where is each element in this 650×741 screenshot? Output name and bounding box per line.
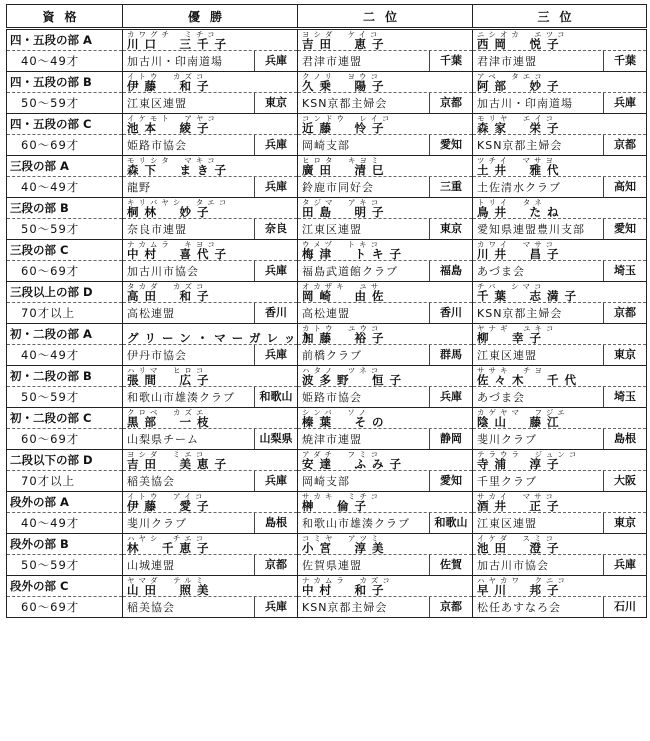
class-name: 初・二段の部 B bbox=[7, 366, 122, 387]
third-place-cell bbox=[473, 29, 647, 72]
second-pref: 福島 bbox=[429, 261, 472, 281]
second-place-cell bbox=[298, 114, 473, 156]
first-kana: ハヤシ チエコ bbox=[127, 534, 208, 543]
first-pref: 兵庫 bbox=[254, 345, 297, 365]
first-club: 山城連盟 bbox=[127, 559, 175, 572]
second-kana: ナカムラ カズコ bbox=[302, 576, 394, 585]
third-kana: ヤナギ ユキコ bbox=[477, 324, 558, 333]
class-name: 二段以下の部 D bbox=[7, 450, 122, 471]
first-kana: イトウ アイコ bbox=[127, 492, 207, 501]
second-club: 姫路市協会 bbox=[302, 391, 362, 404]
second-name: 岡崎 由佐 bbox=[302, 289, 390, 303]
third-name: 柳 幸子 bbox=[477, 331, 547, 345]
first-kana: モリシタ マキコ bbox=[127, 156, 219, 165]
header-third: 三位 bbox=[473, 5, 647, 29]
third-kana: トリイ タネ bbox=[477, 198, 546, 207]
third-club: 千里クラブ bbox=[477, 475, 537, 488]
second-pref: 東京 bbox=[429, 219, 472, 239]
first-place-cell bbox=[123, 156, 298, 198]
class-age: 60～69才 bbox=[21, 264, 80, 278]
second-club: 焼津市連盟 bbox=[302, 433, 362, 446]
class-name: 段外の部 A bbox=[7, 492, 122, 513]
first-club: 奈良市連盟 bbox=[127, 223, 187, 236]
first-name: 黒部 一枝 bbox=[127, 415, 215, 429]
third-pref: 埼玉 bbox=[603, 261, 646, 281]
first-kana: タカダ カズコ bbox=[127, 282, 208, 291]
first-pref: 奈良 bbox=[254, 219, 297, 239]
first-name: 伊藤 愛子 bbox=[127, 499, 215, 513]
class-cell bbox=[7, 492, 123, 534]
first-place-cell bbox=[123, 576, 298, 618]
table-row bbox=[7, 156, 647, 198]
third-club: KSN京都主婦会 bbox=[477, 307, 563, 320]
first-club: 斐川クラブ bbox=[127, 517, 187, 530]
first-pref: 兵庫 bbox=[254, 471, 297, 491]
second-name: 梅津 トキ子 bbox=[302, 247, 407, 261]
third-pref: 京都 bbox=[603, 303, 646, 323]
second-pref: 三重 bbox=[429, 177, 472, 197]
third-pref: 埼玉 bbox=[603, 387, 646, 407]
class-name: 段外の部 C bbox=[7, 576, 122, 597]
class-name: 四・五段の部 B bbox=[7, 72, 122, 93]
first-place-cell bbox=[123, 366, 298, 408]
class-age: 40～49才 bbox=[21, 348, 80, 362]
second-club: 和歌山市雄湊クラブ bbox=[302, 517, 410, 530]
first-place-cell bbox=[123, 450, 298, 492]
third-club: 加古川市協会 bbox=[477, 559, 549, 572]
third-pref: 高知 bbox=[603, 177, 646, 197]
first-name: 桐林 妙子 bbox=[127, 205, 215, 219]
class-age: 50～59才 bbox=[21, 96, 80, 110]
third-place-cell bbox=[473, 534, 647, 576]
first-kana: ナカムラ キヨコ bbox=[127, 240, 219, 249]
class-cell bbox=[7, 29, 123, 72]
first-kana: ヨシダ ミエコ bbox=[127, 450, 208, 459]
second-pref: 京都 bbox=[429, 597, 472, 617]
third-club: 江東区連盟 bbox=[477, 517, 537, 530]
second-pref: 愛知 bbox=[429, 135, 472, 155]
third-name: 鳥井 たね bbox=[477, 205, 565, 219]
third-kana: チバ シマコ bbox=[477, 282, 546, 291]
third-club: KSN京都主婦会 bbox=[477, 139, 563, 152]
second-place-cell bbox=[298, 29, 473, 72]
header-class: 資格 bbox=[7, 5, 123, 29]
third-kana: テラウラ ジュンコ bbox=[477, 450, 581, 459]
third-place-cell bbox=[473, 240, 647, 282]
second-club: 岡崎支部 bbox=[302, 475, 350, 488]
second-kana: サカキ ミチコ bbox=[302, 492, 383, 501]
third-pref: 京都 bbox=[603, 135, 646, 155]
second-kana: シンバ ソノ bbox=[302, 408, 370, 417]
first-pref: 兵庫 bbox=[254, 261, 297, 281]
first-name: 伊藤 和子 bbox=[127, 79, 215, 93]
table-row bbox=[7, 408, 647, 450]
class-name: 段外の部 B bbox=[7, 534, 122, 555]
first-place-cell bbox=[123, 324, 319, 366]
second-pref: 京都 bbox=[429, 93, 472, 113]
third-place-cell bbox=[473, 408, 647, 450]
third-club: 江東区連盟 bbox=[477, 349, 537, 362]
first-kana: イケモト アヤコ bbox=[127, 114, 219, 123]
table-row bbox=[7, 366, 647, 408]
second-kana: コミヤ アツミ bbox=[302, 534, 383, 543]
third-name: 川井 昌子 bbox=[477, 247, 565, 261]
class-name: 初・二段の部 A bbox=[7, 324, 122, 345]
second-place-cell bbox=[298, 366, 473, 408]
second-kana: クノリ ヨウコ bbox=[302, 72, 383, 81]
third-club: 土佐清水クラブ bbox=[477, 181, 561, 194]
class-cell bbox=[7, 114, 123, 156]
first-club: 稲美協会 bbox=[127, 601, 175, 614]
first-kana: ハリマ ヒロコ bbox=[127, 366, 208, 375]
second-kana: アダチ フミコ bbox=[302, 450, 382, 459]
second-kana: ヨシダ ケイコ bbox=[302, 30, 382, 39]
third-kana: カゲヤマ フジエ bbox=[477, 408, 569, 417]
class-cell bbox=[7, 408, 123, 450]
first-club: 高松連盟 bbox=[127, 307, 175, 320]
class-name: 三段の部 B bbox=[7, 198, 122, 219]
second-kana: ウメヅ トキコ bbox=[302, 240, 383, 249]
first-name: 池本 綾子 bbox=[127, 121, 215, 135]
third-name: 千葉 志満子 bbox=[477, 289, 582, 303]
table-row bbox=[7, 282, 647, 324]
first-kana: カワグチ ミチコ bbox=[127, 30, 219, 39]
first-pref: 山梨県 bbox=[254, 429, 297, 449]
third-club: あづま会 bbox=[477, 391, 525, 404]
third-pref: 東京 bbox=[603, 513, 646, 533]
third-name: 阿部 妙子 bbox=[477, 79, 565, 93]
third-kana: ハヤカワ クニコ bbox=[477, 576, 569, 585]
first-kana: イトウ カズコ bbox=[127, 72, 208, 81]
second-club: 高松連盟 bbox=[302, 307, 350, 320]
first-club: 加古川・印南道場 bbox=[127, 55, 223, 68]
class-cell bbox=[7, 366, 123, 408]
third-pref: 兵庫 bbox=[603, 93, 646, 113]
second-place-cell bbox=[298, 408, 473, 450]
third-pref: 東京 bbox=[603, 345, 646, 365]
third-name: 西岡 悦子 bbox=[477, 37, 565, 51]
first-place-cell bbox=[123, 240, 298, 282]
third-pref: 千葉 bbox=[603, 51, 646, 71]
third-club: 斐川クラブ bbox=[477, 433, 537, 446]
first-place-cell bbox=[123, 282, 298, 324]
first-club: 加古川市協会 bbox=[127, 265, 199, 278]
class-age: 70才以上 bbox=[21, 474, 76, 488]
class-cell bbox=[7, 156, 123, 198]
results-table bbox=[6, 4, 647, 618]
third-kana: ニシオカ エツコ bbox=[477, 30, 569, 39]
first-name: 山田 照美 bbox=[127, 583, 215, 597]
second-club: 前橋クラブ bbox=[302, 349, 362, 362]
first-place-cell bbox=[123, 29, 298, 72]
first-pref: 香川 bbox=[254, 303, 297, 323]
third-place-cell bbox=[473, 492, 647, 534]
third-name: 陰山 藤江 bbox=[477, 415, 565, 429]
second-name: 榊 倫子 bbox=[302, 499, 372, 513]
third-place-cell bbox=[473, 576, 647, 618]
second-name: 安達 ふみ子 bbox=[302, 457, 407, 471]
second-place-cell bbox=[298, 72, 473, 114]
first-club: 伊丹市協会 bbox=[127, 349, 187, 362]
third-kana: ササキ チヨ bbox=[477, 366, 546, 375]
third-name: 森家 栄子 bbox=[477, 121, 565, 135]
second-name: 中村 和子 bbox=[302, 583, 390, 597]
class-age: 50～59才 bbox=[21, 390, 80, 404]
third-pref: 島根 bbox=[603, 429, 646, 449]
third-kana: アベ タエコ bbox=[477, 72, 546, 81]
table-row bbox=[7, 240, 647, 282]
second-pref: 千葉 bbox=[429, 51, 472, 71]
third-kana: サカイ マサコ bbox=[477, 492, 557, 501]
second-kana: ハタノ ツネコ bbox=[302, 366, 383, 375]
second-name: 廣田 清巳 bbox=[302, 163, 390, 177]
first-place-cell bbox=[123, 114, 298, 156]
first-kana: ヤマダ テルミ bbox=[127, 576, 208, 585]
third-pref: 兵庫 bbox=[603, 555, 646, 575]
third-pref: 大阪 bbox=[603, 471, 646, 491]
first-club: 龍野 bbox=[127, 181, 151, 194]
second-pref: 静岡 bbox=[429, 429, 472, 449]
third-pref: 石川 bbox=[603, 597, 646, 617]
second-kana: タジマ アキコ bbox=[302, 198, 383, 207]
third-kana: カワイ マサコ bbox=[477, 240, 557, 249]
third-place-cell bbox=[473, 72, 647, 114]
class-age: 60～69才 bbox=[21, 432, 80, 446]
class-cell bbox=[7, 72, 123, 114]
second-club: 岡崎支部 bbox=[302, 139, 350, 152]
second-pref: 佐賀 bbox=[429, 555, 472, 575]
first-club: 稲美協会 bbox=[127, 475, 175, 488]
third-name: 酒井 正子 bbox=[477, 499, 565, 513]
first-pref: 東京 bbox=[254, 93, 297, 113]
first-club: 姫路市協会 bbox=[127, 139, 187, 152]
second-name: 加藤 裕子 bbox=[302, 331, 390, 345]
second-pref: 愛知 bbox=[429, 471, 472, 491]
header-row bbox=[7, 5, 647, 29]
table-row bbox=[7, 450, 647, 492]
first-place-cell bbox=[123, 72, 298, 114]
first-kana: キリバヤシ タエコ bbox=[127, 198, 231, 207]
table-row bbox=[7, 576, 647, 618]
first-place-cell bbox=[123, 492, 298, 534]
class-name: 四・五段の部 C bbox=[7, 114, 122, 135]
class-age: 50～59才 bbox=[21, 222, 80, 236]
second-pref: 香川 bbox=[429, 303, 472, 323]
second-place-cell bbox=[298, 492, 473, 534]
first-place-cell bbox=[123, 408, 298, 450]
second-name: 久乗 陽子 bbox=[302, 79, 390, 93]
third-club: 松任あすなろ会 bbox=[477, 601, 561, 614]
header-second: 二位 bbox=[298, 5, 473, 29]
second-name: 榛葉 その bbox=[302, 415, 390, 429]
second-pref: 和歌山 bbox=[429, 513, 472, 533]
first-name: 川口 三千子 bbox=[127, 37, 232, 51]
first-club: 江東区連盟 bbox=[127, 97, 187, 110]
second-place-cell bbox=[298, 282, 473, 324]
second-place-cell bbox=[298, 576, 473, 618]
third-place-cell bbox=[473, 156, 647, 198]
first-name: グリーン・マーガレット bbox=[127, 331, 319, 345]
first-pref: 兵庫 bbox=[254, 51, 297, 71]
third-name: 池田 澄子 bbox=[477, 541, 565, 555]
second-name: 小宮 淳美 bbox=[302, 541, 390, 555]
second-kana: コンドウ レイコ bbox=[302, 114, 394, 123]
class-cell bbox=[7, 324, 123, 366]
table-row bbox=[7, 29, 647, 72]
class-age: 60～69才 bbox=[21, 138, 80, 152]
second-name: 波多野 恒子 bbox=[302, 373, 407, 387]
second-place-cell bbox=[298, 534, 473, 576]
second-club: 江東区連盟 bbox=[302, 223, 362, 236]
second-pref: 群馬 bbox=[429, 345, 472, 365]
header-first: 優勝 bbox=[123, 5, 298, 29]
third-name: 寺浦 淳子 bbox=[477, 457, 565, 471]
table-row bbox=[7, 198, 647, 240]
second-club: 君津市連盟 bbox=[302, 55, 362, 68]
first-name: 高田 和子 bbox=[127, 289, 215, 303]
second-pref: 兵庫 bbox=[429, 387, 472, 407]
class-name: 三段の部 C bbox=[7, 240, 122, 261]
second-place-cell bbox=[298, 324, 473, 366]
second-place-cell bbox=[298, 156, 473, 198]
table-row bbox=[7, 114, 647, 156]
second-name: 近藤 怜子 bbox=[302, 121, 390, 135]
table-row bbox=[7, 324, 647, 366]
second-place-cell bbox=[298, 198, 473, 240]
class-age: 70才以上 bbox=[21, 306, 76, 320]
first-place-cell bbox=[123, 534, 298, 576]
class-cell bbox=[7, 282, 123, 324]
first-kana: クロベ カズエ bbox=[127, 408, 208, 417]
second-name: 吉田 恵子 bbox=[302, 37, 390, 51]
second-name: 田島 明子 bbox=[302, 205, 390, 219]
first-name: 張間 広子 bbox=[127, 373, 215, 387]
first-name: 吉田 美恵子 bbox=[127, 457, 232, 471]
third-club: 君津市連盟 bbox=[477, 55, 537, 68]
third-name: 土井 雅代 bbox=[477, 163, 565, 177]
second-club: KSN京都主婦会 bbox=[302, 601, 388, 614]
third-kana: ツチイ マサヨ bbox=[477, 156, 557, 165]
class-age: 40～49才 bbox=[21, 180, 80, 194]
third-place-cell bbox=[473, 366, 647, 408]
second-place-cell bbox=[298, 240, 473, 282]
table-row bbox=[7, 72, 647, 114]
second-club: 福島武道館クラブ bbox=[302, 265, 398, 278]
third-pref: 愛知 bbox=[603, 219, 646, 239]
class-cell bbox=[7, 240, 123, 282]
second-club: 鈴鹿市同好会 bbox=[302, 181, 374, 194]
first-pref: 兵庫 bbox=[254, 135, 297, 155]
second-club: KSN京都主婦会 bbox=[302, 97, 388, 110]
third-club: 加古川・印南道場 bbox=[477, 97, 573, 110]
first-place-cell bbox=[123, 198, 298, 240]
third-place-cell bbox=[473, 282, 647, 324]
second-kana: ヒロタ キヨミ bbox=[302, 156, 383, 165]
third-kana: イケダ スミコ bbox=[477, 534, 557, 543]
table-row bbox=[7, 492, 647, 534]
second-kana: オカザキ ユサ bbox=[302, 282, 383, 291]
first-pref: 和歌山 bbox=[254, 387, 297, 407]
third-place-cell bbox=[473, 198, 647, 240]
third-place-cell bbox=[473, 324, 647, 366]
first-name: 中村 喜代子 bbox=[127, 247, 232, 261]
first-club: 山梨県チーム bbox=[127, 433, 199, 446]
third-name: 佐々木 千代 bbox=[477, 373, 582, 387]
third-club: あづま会 bbox=[477, 265, 525, 278]
first-name: 森下 まき子 bbox=[127, 163, 232, 177]
second-club: 佐賀県連盟 bbox=[302, 559, 362, 572]
table-row bbox=[7, 534, 647, 576]
class-name: 四・五段の部 A bbox=[7, 30, 122, 51]
second-kana: カトウ ユウコ bbox=[302, 324, 383, 333]
results-body bbox=[7, 29, 647, 618]
third-club: 愛知県連盟豊川支部 bbox=[477, 223, 585, 236]
class-age: 40～49才 bbox=[21, 516, 80, 530]
class-cell bbox=[7, 198, 123, 240]
third-place-cell bbox=[473, 450, 647, 492]
class-age: 50～59才 bbox=[21, 558, 80, 572]
third-place-cell bbox=[473, 114, 647, 156]
class-cell bbox=[7, 534, 123, 576]
class-name: 三段の部 A bbox=[7, 156, 122, 177]
first-club: 和歌山市雄湊クラブ bbox=[127, 391, 235, 404]
first-pref: 京都 bbox=[254, 555, 297, 575]
first-name: 林 千恵子 bbox=[127, 541, 215, 555]
second-place-cell bbox=[298, 450, 473, 492]
first-pref: 島根 bbox=[254, 513, 297, 533]
first-pref: 兵庫 bbox=[254, 597, 297, 617]
class-cell bbox=[7, 450, 123, 492]
class-age: 60～69才 bbox=[21, 600, 80, 614]
third-name: 早川 邦子 bbox=[477, 583, 565, 597]
class-name: 三段以上の部 D bbox=[7, 282, 122, 303]
class-age: 40～49才 bbox=[21, 54, 80, 68]
class-name: 初・二段の部 C bbox=[7, 408, 122, 429]
class-cell bbox=[7, 576, 123, 618]
first-pref: 兵庫 bbox=[254, 177, 297, 197]
third-kana: モリヤ エイコ bbox=[477, 114, 558, 123]
